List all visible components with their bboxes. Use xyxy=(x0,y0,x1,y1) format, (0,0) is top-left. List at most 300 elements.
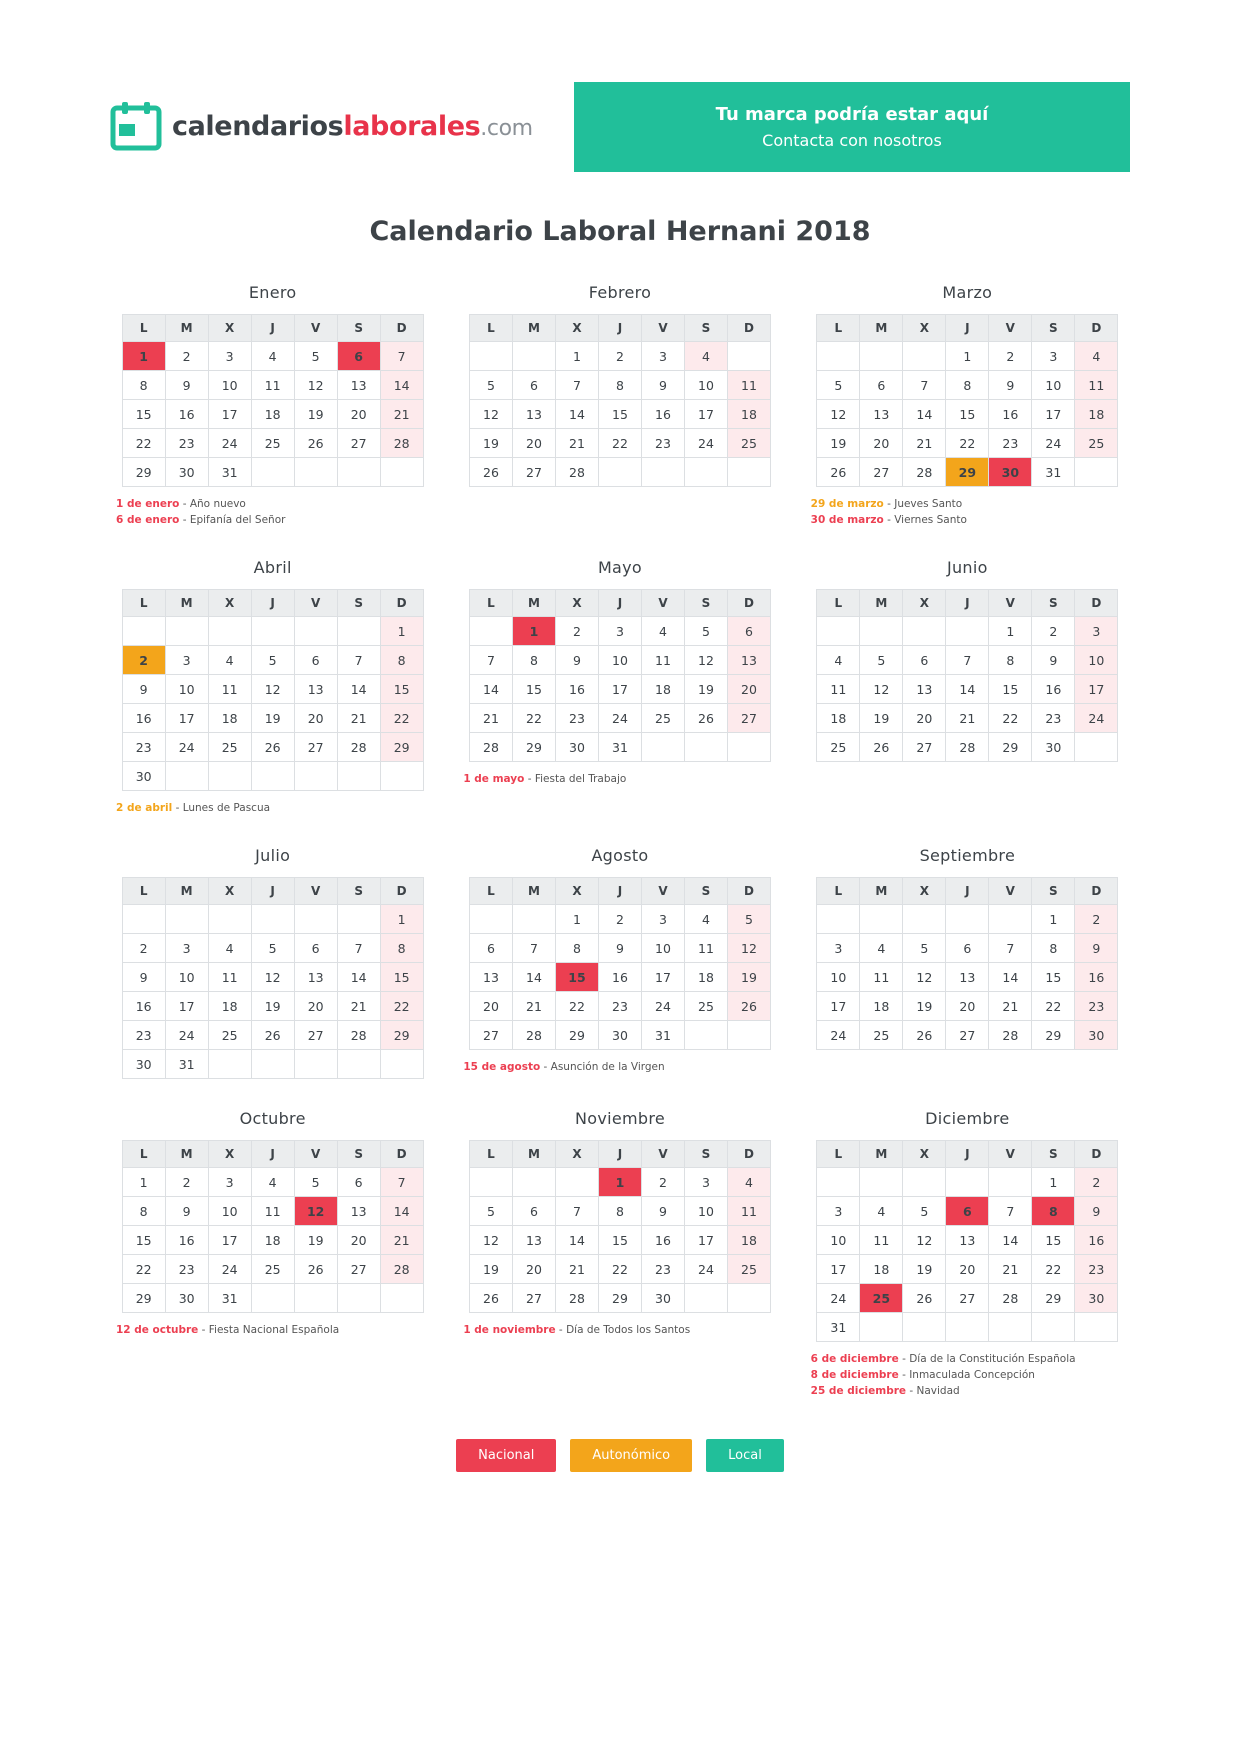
day-cell[interactable]: 15 xyxy=(380,963,423,992)
day-cell[interactable]: 22 xyxy=(946,429,989,458)
day-cell[interactable]: 7 xyxy=(903,371,946,400)
day-cell[interactable]: 15 xyxy=(122,1226,165,1255)
day-cell[interactable]: 27 xyxy=(337,429,380,458)
day-cell[interactable]: 3 xyxy=(165,934,208,963)
day-cell[interactable]: 7 xyxy=(380,342,423,371)
day-cell[interactable]: 28 xyxy=(337,1021,380,1050)
day-cell[interactable]: 29 xyxy=(1032,1021,1075,1050)
day-cell[interactable]: 10 xyxy=(684,371,727,400)
day-cell[interactable]: 10 xyxy=(208,371,251,400)
day-cell[interactable]: 25 xyxy=(1075,429,1118,458)
day-cell[interactable]: 19 xyxy=(469,429,512,458)
day-cell[interactable]: 18 xyxy=(684,963,727,992)
day-cell[interactable]: 30 xyxy=(989,458,1032,487)
day-cell[interactable]: 30 xyxy=(122,762,165,791)
day-cell[interactable]: 6 xyxy=(946,1197,989,1226)
day-cell[interactable]: 14 xyxy=(380,371,423,400)
day-cell[interactable]: 21 xyxy=(337,704,380,733)
day-cell[interactable]: 22 xyxy=(555,992,598,1021)
day-cell[interactable]: 20 xyxy=(469,992,512,1021)
legend-item-autonomico[interactable]: Autonómico xyxy=(570,1439,692,1472)
day-cell[interactable]: 22 xyxy=(512,704,555,733)
day-cell[interactable]: 23 xyxy=(1075,1255,1118,1284)
day-cell[interactable]: 20 xyxy=(860,429,903,458)
day-cell[interactable]: 12 xyxy=(903,963,946,992)
day-cell[interactable]: 4 xyxy=(251,1168,294,1197)
day-cell[interactable]: 8 xyxy=(555,934,598,963)
day-cell[interactable]: 11 xyxy=(684,934,727,963)
day-cell[interactable]: 2 xyxy=(1075,905,1118,934)
day-cell[interactable]: 16 xyxy=(641,400,684,429)
day-cell[interactable]: 14 xyxy=(555,1226,598,1255)
day-cell[interactable]: 8 xyxy=(1032,934,1075,963)
day-cell[interactable]: 22 xyxy=(380,704,423,733)
day-cell[interactable]: 23 xyxy=(598,992,641,1021)
day-cell[interactable]: 17 xyxy=(684,1226,727,1255)
day-cell[interactable]: 1 xyxy=(1032,905,1075,934)
day-cell[interactable]: 10 xyxy=(1032,371,1075,400)
day-cell[interactable]: 13 xyxy=(903,675,946,704)
day-cell[interactable]: 28 xyxy=(469,733,512,762)
day-cell[interactable]: 9 xyxy=(1075,934,1118,963)
day-cell[interactable]: 4 xyxy=(860,1197,903,1226)
day-cell[interactable]: 22 xyxy=(1032,992,1075,1021)
day-cell[interactable]: 29 xyxy=(380,1021,423,1050)
day-cell[interactable]: 20 xyxy=(337,1226,380,1255)
day-cell[interactable]: 24 xyxy=(684,429,727,458)
day-cell[interactable]: 6 xyxy=(294,934,337,963)
day-cell[interactable]: 5 xyxy=(294,1168,337,1197)
day-cell[interactable]: 24 xyxy=(1075,704,1118,733)
day-cell[interactable]: 12 xyxy=(251,963,294,992)
day-cell[interactable]: 1 xyxy=(122,342,165,371)
day-cell[interactable]: 31 xyxy=(208,1284,251,1313)
day-cell[interactable]: 28 xyxy=(989,1284,1032,1313)
day-cell[interactable]: 2 xyxy=(989,342,1032,371)
day-cell[interactable]: 5 xyxy=(251,934,294,963)
day-cell[interactable]: 10 xyxy=(165,675,208,704)
day-cell[interactable]: 4 xyxy=(727,1168,770,1197)
day-cell[interactable]: 23 xyxy=(1075,992,1118,1021)
day-cell[interactable]: 23 xyxy=(989,429,1032,458)
day-cell[interactable]: 16 xyxy=(165,1226,208,1255)
day-cell[interactable]: 19 xyxy=(817,429,860,458)
day-cell[interactable]: 19 xyxy=(903,992,946,1021)
day-cell[interactable]: 11 xyxy=(1075,371,1118,400)
day-cell[interactable]: 21 xyxy=(989,992,1032,1021)
day-cell[interactable]: 7 xyxy=(946,646,989,675)
day-cell[interactable]: 16 xyxy=(122,704,165,733)
day-cell[interactable]: 13 xyxy=(860,400,903,429)
day-cell[interactable]: 3 xyxy=(817,934,860,963)
day-cell[interactable]: 27 xyxy=(946,1284,989,1313)
day-cell[interactable]: 15 xyxy=(555,963,598,992)
day-cell[interactable]: 25 xyxy=(817,733,860,762)
day-cell[interactable]: 18 xyxy=(1075,400,1118,429)
day-cell[interactable]: 1 xyxy=(598,1168,641,1197)
day-cell[interactable]: 21 xyxy=(555,429,598,458)
advertisement-banner[interactable] xyxy=(574,82,1130,172)
day-cell[interactable]: 3 xyxy=(598,617,641,646)
day-cell[interactable]: 30 xyxy=(165,458,208,487)
day-cell[interactable]: 29 xyxy=(512,733,555,762)
day-cell[interactable]: 21 xyxy=(989,1255,1032,1284)
day-cell[interactable]: 21 xyxy=(380,1226,423,1255)
day-cell[interactable]: 18 xyxy=(727,1226,770,1255)
day-cell[interactable]: 15 xyxy=(989,675,1032,704)
day-cell[interactable]: 1 xyxy=(946,342,989,371)
day-cell[interactable]: 4 xyxy=(251,342,294,371)
day-cell[interactable]: 13 xyxy=(727,646,770,675)
day-cell[interactable]: 30 xyxy=(1075,1021,1118,1050)
day-cell[interactable]: 19 xyxy=(251,704,294,733)
day-cell[interactable]: 8 xyxy=(598,1197,641,1226)
day-cell[interactable]: 3 xyxy=(817,1197,860,1226)
day-cell[interactable]: 9 xyxy=(641,371,684,400)
day-cell[interactable]: 5 xyxy=(294,342,337,371)
day-cell[interactable]: 12 xyxy=(727,934,770,963)
day-cell[interactable]: 18 xyxy=(251,1226,294,1255)
day-cell[interactable]: 18 xyxy=(251,400,294,429)
day-cell[interactable]: 23 xyxy=(165,1255,208,1284)
day-cell[interactable]: 5 xyxy=(860,646,903,675)
day-cell[interactable]: 29 xyxy=(598,1284,641,1313)
day-cell[interactable]: 6 xyxy=(337,1168,380,1197)
day-cell[interactable]: 3 xyxy=(1032,342,1075,371)
day-cell[interactable]: 7 xyxy=(337,646,380,675)
day-cell[interactable]: 20 xyxy=(946,992,989,1021)
day-cell[interactable]: 1 xyxy=(122,1168,165,1197)
day-cell[interactable]: 17 xyxy=(1032,400,1075,429)
day-cell[interactable]: 2 xyxy=(165,1168,208,1197)
day-cell[interactable]: 1 xyxy=(512,617,555,646)
day-cell[interactable]: 9 xyxy=(122,675,165,704)
day-cell[interactable]: 7 xyxy=(989,1197,1032,1226)
day-cell[interactable]: 28 xyxy=(380,1255,423,1284)
day-cell[interactable]: 14 xyxy=(380,1197,423,1226)
day-cell[interactable]: 26 xyxy=(251,1021,294,1050)
day-cell[interactable]: 28 xyxy=(512,1021,555,1050)
day-cell[interactable]: 2 xyxy=(641,1168,684,1197)
day-cell[interactable]: 24 xyxy=(1032,429,1075,458)
day-cell[interactable]: 26 xyxy=(727,992,770,1021)
day-cell[interactable]: 18 xyxy=(860,992,903,1021)
day-cell[interactable]: 2 xyxy=(122,646,165,675)
day-cell[interactable]: 9 xyxy=(555,646,598,675)
day-cell[interactable]: 25 xyxy=(251,1255,294,1284)
day-cell[interactable]: 24 xyxy=(208,429,251,458)
day-cell[interactable]: 5 xyxy=(684,617,727,646)
day-cell[interactable]: 24 xyxy=(165,733,208,762)
day-cell[interactable]: 11 xyxy=(208,963,251,992)
day-cell[interactable]: 26 xyxy=(860,733,903,762)
day-cell[interactable]: 26 xyxy=(817,458,860,487)
day-cell[interactable]: 7 xyxy=(555,371,598,400)
day-cell[interactable]: 9 xyxy=(1032,646,1075,675)
day-cell[interactable]: 18 xyxy=(727,400,770,429)
day-cell[interactable]: 29 xyxy=(380,733,423,762)
day-cell[interactable]: 19 xyxy=(684,675,727,704)
day-cell[interactable]: 18 xyxy=(641,675,684,704)
day-cell[interactable]: 6 xyxy=(294,646,337,675)
day-cell[interactable]: 22 xyxy=(122,1255,165,1284)
day-cell[interactable]: 5 xyxy=(903,934,946,963)
day-cell[interactable]: 23 xyxy=(641,1255,684,1284)
day-cell[interactable]: 26 xyxy=(294,429,337,458)
day-cell[interactable]: 22 xyxy=(598,1255,641,1284)
day-cell[interactable]: 17 xyxy=(817,1255,860,1284)
day-cell[interactable]: 16 xyxy=(989,400,1032,429)
day-cell[interactable]: 18 xyxy=(817,704,860,733)
day-cell[interactable]: 24 xyxy=(165,1021,208,1050)
day-cell[interactable]: 27 xyxy=(727,704,770,733)
day-cell[interactable]: 16 xyxy=(1032,675,1075,704)
day-cell[interactable]: 27 xyxy=(946,1021,989,1050)
day-cell[interactable]: 16 xyxy=(598,963,641,992)
day-cell[interactable]: 10 xyxy=(598,646,641,675)
day-cell[interactable]: 12 xyxy=(469,1226,512,1255)
day-cell[interactable]: 23 xyxy=(555,704,598,733)
day-cell[interactable]: 18 xyxy=(860,1255,903,1284)
day-cell[interactable]: 17 xyxy=(1075,675,1118,704)
day-cell[interactable]: 26 xyxy=(251,733,294,762)
day-cell[interactable]: 4 xyxy=(208,646,251,675)
day-cell[interactable]: 14 xyxy=(555,400,598,429)
day-cell[interactable]: 5 xyxy=(817,371,860,400)
day-cell[interactable]: 10 xyxy=(817,1226,860,1255)
day-cell[interactable]: 9 xyxy=(1075,1197,1118,1226)
site-logo[interactable] xyxy=(110,100,533,152)
day-cell[interactable]: 23 xyxy=(122,733,165,762)
day-cell[interactable]: 2 xyxy=(598,342,641,371)
day-cell[interactable]: 4 xyxy=(641,617,684,646)
day-cell[interactable]: 2 xyxy=(555,617,598,646)
day-cell[interactable]: 19 xyxy=(251,992,294,1021)
day-cell[interactable]: 19 xyxy=(294,1226,337,1255)
day-cell[interactable]: 20 xyxy=(903,704,946,733)
day-cell[interactable]: 14 xyxy=(989,963,1032,992)
day-cell[interactable]: 10 xyxy=(641,934,684,963)
day-cell[interactable]: 2 xyxy=(598,905,641,934)
day-cell[interactable]: 26 xyxy=(903,1284,946,1313)
day-cell[interactable]: 29 xyxy=(946,458,989,487)
day-cell[interactable]: 5 xyxy=(727,905,770,934)
day-cell[interactable]: 8 xyxy=(122,371,165,400)
day-cell[interactable]: 8 xyxy=(380,646,423,675)
day-cell[interactable]: 23 xyxy=(165,429,208,458)
day-cell[interactable]: 30 xyxy=(641,1284,684,1313)
day-cell[interactable]: 27 xyxy=(337,1255,380,1284)
day-cell[interactable]: 15 xyxy=(512,675,555,704)
day-cell[interactable]: 20 xyxy=(946,1255,989,1284)
day-cell[interactable]: 24 xyxy=(641,992,684,1021)
day-cell[interactable]: 29 xyxy=(122,1284,165,1313)
day-cell[interactable]: 13 xyxy=(294,675,337,704)
day-cell[interactable]: 20 xyxy=(294,704,337,733)
day-cell[interactable]: 24 xyxy=(684,1255,727,1284)
day-cell[interactable]: 27 xyxy=(294,733,337,762)
day-cell[interactable]: 15 xyxy=(946,400,989,429)
day-cell[interactable]: 6 xyxy=(469,934,512,963)
day-cell[interactable]: 26 xyxy=(903,1021,946,1050)
day-cell[interactable]: 10 xyxy=(1075,646,1118,675)
day-cell[interactable]: 31 xyxy=(208,458,251,487)
day-cell[interactable]: 11 xyxy=(251,371,294,400)
day-cell[interactable]: 14 xyxy=(469,675,512,704)
day-cell[interactable]: 16 xyxy=(1075,963,1118,992)
day-cell[interactable]: 20 xyxy=(727,675,770,704)
day-cell[interactable]: 26 xyxy=(684,704,727,733)
day-cell[interactable]: 9 xyxy=(122,963,165,992)
legend-item-local[interactable]: Local xyxy=(706,1439,784,1472)
day-cell[interactable]: 27 xyxy=(903,733,946,762)
day-cell[interactable]: 3 xyxy=(208,342,251,371)
day-cell[interactable]: 13 xyxy=(512,400,555,429)
day-cell[interactable]: 6 xyxy=(727,617,770,646)
day-cell[interactable]: 16 xyxy=(555,675,598,704)
day-cell[interactable]: 22 xyxy=(598,429,641,458)
day-cell[interactable]: 25 xyxy=(860,1284,903,1313)
day-cell[interactable]: 31 xyxy=(165,1050,208,1079)
day-cell[interactable]: 8 xyxy=(512,646,555,675)
day-cell[interactable]: 4 xyxy=(860,934,903,963)
day-cell[interactable]: 29 xyxy=(555,1021,598,1050)
day-cell[interactable]: 22 xyxy=(989,704,1032,733)
day-cell[interactable]: 25 xyxy=(251,429,294,458)
day-cell[interactable]: 12 xyxy=(469,400,512,429)
day-cell[interactable]: 27 xyxy=(294,1021,337,1050)
day-cell[interactable]: 31 xyxy=(817,1313,860,1342)
day-cell[interactable]: 29 xyxy=(122,458,165,487)
day-cell[interactable]: 13 xyxy=(946,963,989,992)
day-cell[interactable]: 17 xyxy=(641,963,684,992)
day-cell[interactable]: 30 xyxy=(165,1284,208,1313)
day-cell[interactable]: 18 xyxy=(208,704,251,733)
day-cell[interactable]: 19 xyxy=(294,400,337,429)
day-cell[interactable]: 20 xyxy=(337,400,380,429)
day-cell[interactable]: 8 xyxy=(598,371,641,400)
day-cell[interactable]: 12 xyxy=(817,400,860,429)
day-cell[interactable]: 8 xyxy=(122,1197,165,1226)
day-cell[interactable]: 30 xyxy=(1075,1284,1118,1313)
day-cell[interactable]: 3 xyxy=(641,342,684,371)
day-cell[interactable]: 24 xyxy=(817,1021,860,1050)
day-cell[interactable]: 30 xyxy=(122,1050,165,1079)
day-cell[interactable]: 2 xyxy=(1032,617,1075,646)
day-cell[interactable]: 21 xyxy=(946,704,989,733)
day-cell[interactable]: 21 xyxy=(555,1255,598,1284)
day-cell[interactable]: 19 xyxy=(469,1255,512,1284)
day-cell[interactable]: 22 xyxy=(1032,1255,1075,1284)
day-cell[interactable]: 7 xyxy=(380,1168,423,1197)
day-cell[interactable]: 17 xyxy=(598,675,641,704)
day-cell[interactable]: 11 xyxy=(860,1226,903,1255)
day-cell[interactable]: 5 xyxy=(469,1197,512,1226)
day-cell[interactable]: 13 xyxy=(294,963,337,992)
day-cell[interactable]: 17 xyxy=(165,704,208,733)
day-cell[interactable]: 30 xyxy=(598,1021,641,1050)
day-cell[interactable]: 25 xyxy=(208,733,251,762)
day-cell[interactable]: 28 xyxy=(946,733,989,762)
day-cell[interactable]: 14 xyxy=(337,963,380,992)
day-cell[interactable]: 23 xyxy=(641,429,684,458)
day-cell[interactable]: 6 xyxy=(337,342,380,371)
day-cell[interactable]: 2 xyxy=(165,342,208,371)
day-cell[interactable]: 23 xyxy=(1032,704,1075,733)
day-cell[interactable]: 26 xyxy=(469,1284,512,1313)
day-cell[interactable]: 22 xyxy=(380,992,423,1021)
day-cell[interactable]: 5 xyxy=(469,371,512,400)
day-cell[interactable]: 28 xyxy=(380,429,423,458)
day-cell[interactable]: 1 xyxy=(380,617,423,646)
day-cell[interactable]: 28 xyxy=(989,1021,1032,1050)
day-cell[interactable]: 4 xyxy=(817,646,860,675)
day-cell[interactable]: 14 xyxy=(512,963,555,992)
day-cell[interactable]: 3 xyxy=(1075,617,1118,646)
day-cell[interactable]: 24 xyxy=(598,704,641,733)
day-cell[interactable]: 25 xyxy=(727,429,770,458)
day-cell[interactable]: 25 xyxy=(860,1021,903,1050)
day-cell[interactable]: 6 xyxy=(512,1197,555,1226)
day-cell[interactable]: 3 xyxy=(641,905,684,934)
day-cell[interactable]: 15 xyxy=(380,675,423,704)
day-cell[interactable]: 15 xyxy=(598,1226,641,1255)
day-cell[interactable]: 22 xyxy=(122,429,165,458)
day-cell[interactable]: 15 xyxy=(1032,1226,1075,1255)
day-cell[interactable]: 16 xyxy=(122,992,165,1021)
day-cell[interactable]: 13 xyxy=(512,1226,555,1255)
day-cell[interactable]: 2 xyxy=(122,934,165,963)
day-cell[interactable]: 19 xyxy=(860,704,903,733)
day-cell[interactable]: 24 xyxy=(208,1255,251,1284)
day-cell[interactable]: 1 xyxy=(989,617,1032,646)
day-cell[interactable]: 4 xyxy=(1075,342,1118,371)
day-cell[interactable]: 25 xyxy=(727,1255,770,1284)
day-cell[interactable]: 7 xyxy=(337,934,380,963)
day-cell[interactable]: 5 xyxy=(903,1197,946,1226)
day-cell[interactable]: 15 xyxy=(1032,963,1075,992)
day-cell[interactable]: 13 xyxy=(946,1226,989,1255)
day-cell[interactable]: 3 xyxy=(165,646,208,675)
day-cell[interactable]: 11 xyxy=(727,371,770,400)
day-cell[interactable]: 20 xyxy=(294,992,337,1021)
day-cell[interactable]: 10 xyxy=(817,963,860,992)
day-cell[interactable]: 28 xyxy=(555,1284,598,1313)
day-cell[interactable]: 16 xyxy=(165,400,208,429)
day-cell[interactable]: 30 xyxy=(555,733,598,762)
day-cell[interactable]: 16 xyxy=(641,1226,684,1255)
day-cell[interactable]: 25 xyxy=(684,992,727,1021)
day-cell[interactable]: 17 xyxy=(208,1226,251,1255)
day-cell[interactable]: 4 xyxy=(208,934,251,963)
day-cell[interactable]: 14 xyxy=(903,400,946,429)
day-cell[interactable]: 9 xyxy=(165,1197,208,1226)
day-cell[interactable]: 9 xyxy=(989,371,1032,400)
day-cell[interactable]: 21 xyxy=(469,704,512,733)
day-cell[interactable]: 31 xyxy=(641,1021,684,1050)
day-cell[interactable]: 28 xyxy=(337,733,380,762)
day-cell[interactable]: 7 xyxy=(989,934,1032,963)
day-cell[interactable]: 31 xyxy=(598,733,641,762)
day-cell[interactable]: 21 xyxy=(337,992,380,1021)
day-cell[interactable]: 6 xyxy=(860,371,903,400)
day-cell[interactable]: 20 xyxy=(512,1255,555,1284)
day-cell[interactable]: 5 xyxy=(251,646,294,675)
day-cell[interactable]: 12 xyxy=(903,1226,946,1255)
day-cell[interactable]: 9 xyxy=(641,1197,684,1226)
day-cell[interactable]: 6 xyxy=(946,934,989,963)
day-cell[interactable]: 28 xyxy=(903,458,946,487)
